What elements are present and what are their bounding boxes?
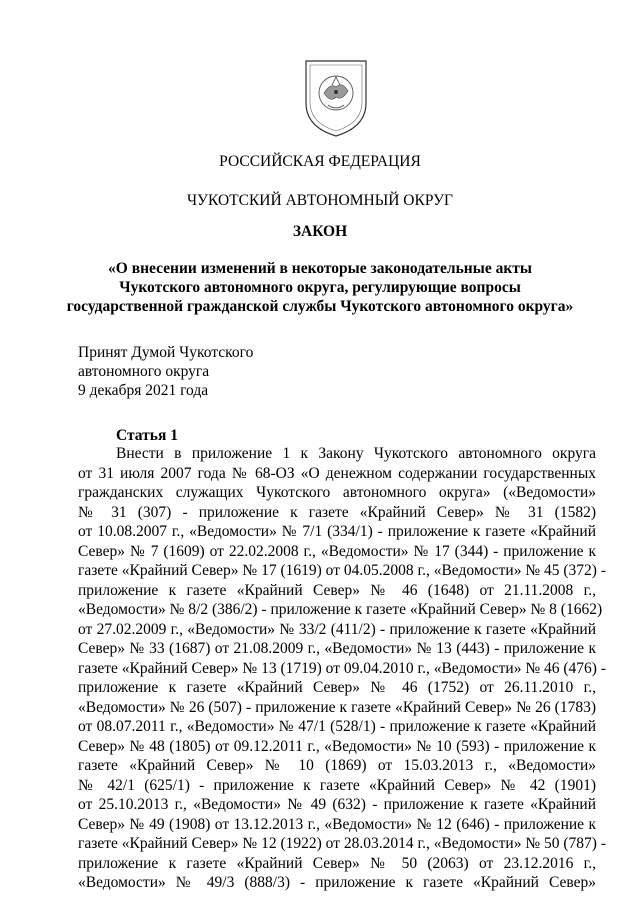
body-line: газете «Крайний Север» № 17 (1619) от 04.05.2008 г., «Ведомости» № 45 (372) - <box>78 562 606 579</box>
body-line: Север» № 33 (1687) от 21.08.2009 г., «Ведомости» № 13 (443) - приложение к <box>78 640 596 657</box>
law-title-line: государственной гражданской службы Чукотского автономного округа» <box>66 298 574 315</box>
adoption-line: Принят Думой Чукотского <box>78 344 254 361</box>
law-title-line: «О внесении изменений в некоторые законодательные акты <box>108 260 532 277</box>
body-line: «Ведомости» № 26 (507) - приложение к газете «Крайний Север» № 26 (1783) <box>78 698 596 716</box>
law-title <box>0 259 640 316</box>
law-title-line: Чукотского автономного округа, регулирующие вопросы <box>119 279 521 296</box>
article-heading: Статья 1 <box>116 427 178 444</box>
body-line: Север» № 49 (1908) от 13.12.2013 г., «Ведомости» № 12 (646) - приложение к <box>78 815 596 833</box>
body-line: № 42/1 (625/1) - приложение к газете «Крайний Север» № 42 (1901) <box>78 776 596 794</box>
country-name: РОССИЙСКАЯ ФЕДЕРАЦИЯ <box>219 153 421 170</box>
coat-of-arms-icon <box>302 57 370 139</box>
body-line: Север» № 48 (1805) от 09.12.2011 г., «Ведомости» № 10 (593) - приложение к <box>78 737 596 755</box>
body-line: № 31 (307) - приложение к газете «Крайний Север» № 31 (1582) <box>78 503 596 521</box>
body-line: приложение к газете «Крайний Север» № 46 (1648) от 21.11.2008 г., <box>78 581 596 599</box>
body-line: от 25.10.2013 г., «Ведомости» № 49 (632) - приложение к газете «Крайний <box>78 796 596 813</box>
body-line: газете «Крайний Север» № 10 (1869) от 15.03.2013 г., «Ведомости» <box>78 757 596 774</box>
adoption-line: автономного округа <box>78 363 210 380</box>
body-line: от 10.08.2007 г., «Ведомости» № 7/1 (334/1) - приложение к газете «Крайний <box>78 523 596 540</box>
document-type: ЗАКОН <box>292 223 348 240</box>
body-line: от 08.07.2011 г., «Ведомости» № 47/1 (528/1) - приложение к газете «Крайний <box>78 718 596 735</box>
body-line: Север» № 7 (1609) от 22.02.2008 г., «Ведомости» № 17 (344) - приложение к <box>78 542 596 560</box>
body-line: газете «Крайний Север» № 13 (1719) от 09.04.2010 г., «Ведомости» № 46 (476) - <box>78 659 606 677</box>
body-line: приложение к газете «Крайний Север» № 50 (2063) от 23.12.2016 г., <box>78 854 596 872</box>
body-line: «Ведомости» № 49/3 (888/3) - приложение к газете «Крайний Север» <box>78 874 596 891</box>
body-line: Внести в приложение 1 к Закону Чукотского автономного округа <box>116 445 596 462</box>
adoption-info <box>78 343 253 400</box>
body-line: приложение к газете «Крайний Север» № 46 (1752) от 26.11.2010 г., <box>78 679 596 696</box>
adoption-date: 9 декабря 2021 года <box>78 382 209 399</box>
region-name: ЧУКОТСКИЙ АВТОНОМНЫЙ ОКРУГ <box>186 192 454 209</box>
body-line: от 27.02.2009 г., «Ведомости» № 33/2 (411/2) - приложение к газете «Крайний <box>78 620 596 638</box>
body-line: от 31 июля 2007 года № 68-ОЗ «О денежном содержании государственных <box>78 464 596 482</box>
article-body <box>78 444 606 893</box>
body-line: газете «Крайний Север» № 12 (1922) от 28.03.2014 г., «Ведомости» № 50 (787) - <box>78 835 606 852</box>
body-line: гражданских служащих Чукотского автономного округа» («Ведомости» <box>78 484 596 501</box>
body-line: «Ведомости» № 8/2 (386/2) - приложение к газете «Крайний Север» № 8 (1662) <box>78 601 603 618</box>
